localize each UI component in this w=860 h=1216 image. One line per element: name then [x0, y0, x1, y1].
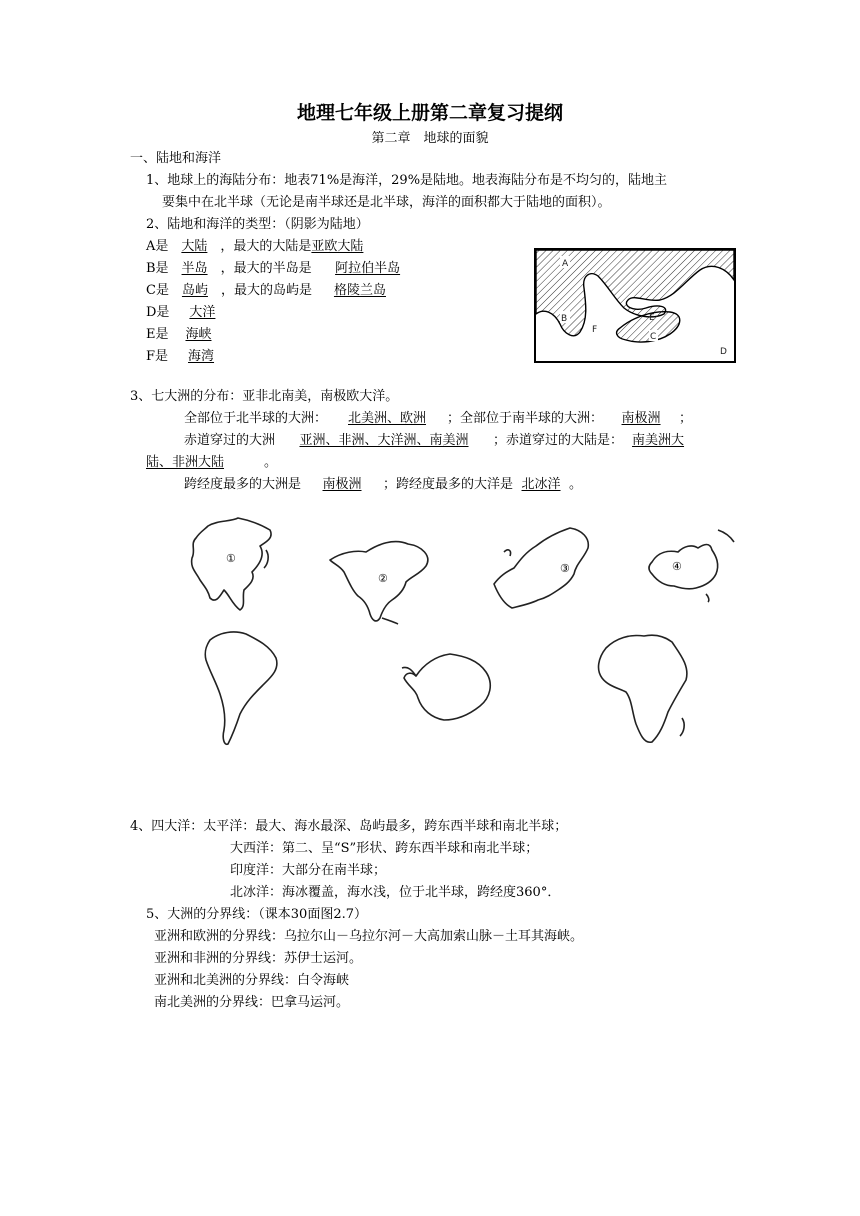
land-type-row-c: C是 岛屿 ，最大的岛屿是 格陵兰岛 [146, 282, 408, 300]
item4-line4: 北冰洋：海冰覆盖，海水浅，位于北半球，跨经度360°． [230, 885, 561, 900]
boundary-line: 亚洲和北美洲的分界线：白令海峡 [154, 973, 350, 988]
item3-line3: 陆、非洲大陆 。 [146, 455, 278, 470]
map-label-a: A [562, 259, 569, 269]
land-type-row-b: B是 半岛 ，最大的半岛是 阿拉伯半岛 [146, 260, 424, 278]
land-type-row-a: A是 大陆 ，最大的大陆是亚欧大陆 [146, 238, 391, 256]
answer-blank: 大洋 [189, 305, 216, 320]
land-type-row-e: E是 海峡 [146, 326, 229, 344]
item1-line2: 要集中在北半球（无论是南半球还是北半球，海洋的面积都大于陆地的面积）。 [162, 195, 611, 210]
item5-heading: 5、大洲的分界线：（课本30面图2.7） [146, 907, 367, 922]
south-america-outline [200, 626, 282, 748]
answer-blank: 南极洲 [322, 477, 362, 492]
map-label-f: F [592, 325, 598, 335]
continent-marker-1: ① [226, 552, 236, 565]
answer-blank: 格陵兰岛 [333, 283, 386, 298]
answer-blank: 北美洲、欧洲 [348, 411, 427, 426]
map-label-b: B [561, 314, 568, 324]
boundary-line: 亚洲和非洲的分界线：苏伊士运河。 [154, 951, 363, 966]
answer-blank: 南美洲大 [632, 433, 685, 448]
answer-blank: 岛屿 [181, 283, 208, 298]
land-type-row-d: D是 大洋 [146, 304, 235, 322]
continent-marker-3: ③ [560, 562, 570, 575]
map-label-c: C [650, 332, 657, 342]
item2-heading: 2、陆地和海洋的类型：（阴影为陆地） [146, 217, 369, 232]
answer-blank: 阿拉伯半岛 [335, 261, 401, 276]
continent-marker-2: ② [378, 572, 388, 585]
asia-outline [186, 516, 278, 612]
chapter-subtitle: 第二章 地球的面貌 [371, 131, 489, 146]
europe-outline [486, 524, 598, 612]
item4-line3: 印度洋：大部分在南半球； [230, 863, 387, 878]
answer-blank: 南极洲 [621, 411, 661, 426]
page-title: 地理七年级上册第二章复习提纲 [296, 102, 563, 124]
map-label-e: E [649, 313, 655, 323]
map-label-d: D [720, 347, 727, 357]
answer-blank: 海峡 [185, 327, 212, 342]
north-america-outline [324, 534, 444, 626]
item4-line2: 大西洋：第二、呈“S”形状、跨东西半球和南北半球； [230, 841, 539, 856]
section-heading: 一、陆地和海洋 [130, 151, 222, 166]
item1-line1: 1、地球上的海陆分布：地表71%是海洋，29%是陆地。地表海陆分布是不均匀的，陆地主 [146, 173, 668, 188]
boundary-line: 亚洲和欧洲的分界线：乌拉尔山－乌拉尔河－大高加索山脉－土耳其海峡。 [154, 929, 584, 944]
item4-line1: 4、四大洋：太平洋：最大、海水最深、岛屿最多，跨东西半球和南北半球； [130, 819, 568, 834]
oceania-outline [644, 522, 738, 604]
land-sea-diagram [534, 248, 736, 364]
answer-blank: 亚洲、非洲、大洋洲、南美洲 [299, 433, 469, 448]
answer-blank: 北冰洋 [521, 477, 561, 492]
continent-marker-4: ④ [672, 560, 682, 573]
item3-line2: 赤道穿过的大洲 亚洲、非洲、大洋洲、南美洲 ；赤道穿过的大陆是： 南美洲大 [184, 432, 693, 450]
answer-blank: 大陆 [181, 239, 208, 254]
answer-blank: 半岛 [181, 261, 208, 276]
answer-blank: 陆、非洲大陆 [146, 455, 225, 470]
land-type-row-f: F是 海湾 [146, 348, 234, 366]
item3-line1: 全部位于北半球的大洲： 北美洲、欧洲 ；全部位于南半球的大洲： 南极洲 ； [184, 411, 693, 426]
africa-outline [592, 628, 698, 746]
answer-blank: 亚欧大陆 [311, 239, 364, 254]
item3-line4: 跨经度最多的大洲是 南极洲 ；跨经度最多的大洋是 北冰洋 。 [184, 477, 583, 492]
answer-blank: 海湾 [188, 349, 215, 364]
boundary-line: 南北美洲的分界线：巴拿马运河。 [154, 995, 350, 1010]
antarctica-outline [398, 646, 498, 724]
item3-heading: 3、七大洲的分布：亚非北南美，南极欧大洋。 [130, 389, 399, 404]
